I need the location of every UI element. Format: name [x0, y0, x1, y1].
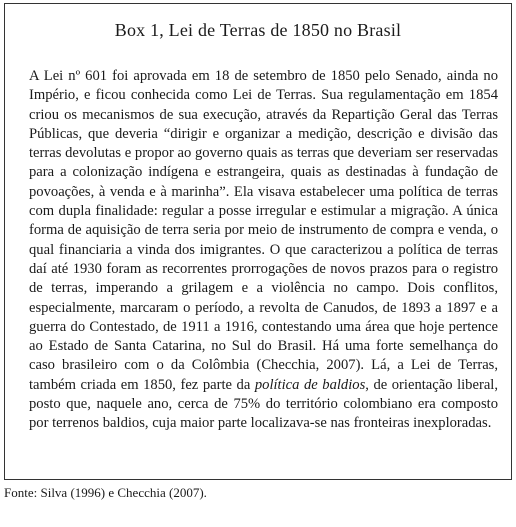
box-body: [29, 67, 498, 434]
box-title: Box 1, Lei de Terras de 1850 no Brasil: [114, 20, 402, 40]
box-body-text-2: , de orientação liberal, posto que, naquele ano, cerca de 75% do território colombiano era composto por terrenos baldios, cuja maior parte localizava-se nas fronteiras inexploradas.: [29, 376, 498, 432]
source-caption: Fonte: Silva (1996) e Checchia (2007).: [4, 485, 207, 500]
box-body-italic-term: política de baldios: [254, 376, 366, 393]
box-body-text-1: A Lei nº 601 foi aprovada em 18 de setembro de 1850 pelo Senado, ainda no Império, e ficou conhecida como Lei de Terras. Sua regulamentação em 1854 criou os mecanismos de sua execução, através da Repartição Geral das Terras Públicas, que deveria “dirigir e organizar a medição, descrição e divisão das terras devolutas e propor ao governo quais as terras que deveriam ser reservadas para a colonização indígena e estrangeira, quais as destinadas à fundação de povoações, à venda e à marinha”. Ela visava estabelecer uma política de terras com dupla finalidade: regular a posse irregular e estimular a migração. A única forma de aquisição de terra seria por meio de instrumento de compra e venda, o qual financiaria a vinda dos imigrantes. O que caracterizou a política de terras daí até 1930 foram as recorrentes prorrogações de novos prazos para o registro de terras, imperando a grilagem e a violência no campo. Dois conflitos, especialmente, marcaram o período, a revolta de Canudos, de 1893 a 1897 e a guerra do Contestado, de 1911 a 1916, contestando uma área que hoje pertence ao Estado de Santa Catarina, no Sul do Brasil. Há uma forte semelhança do caso brasileiro com o da Colômbia (Checchia, 2007). Lá, a Lei de Terras, também criada em 1850, fez parte da: [29, 68, 498, 393]
text-box: [4, 3, 512, 480]
